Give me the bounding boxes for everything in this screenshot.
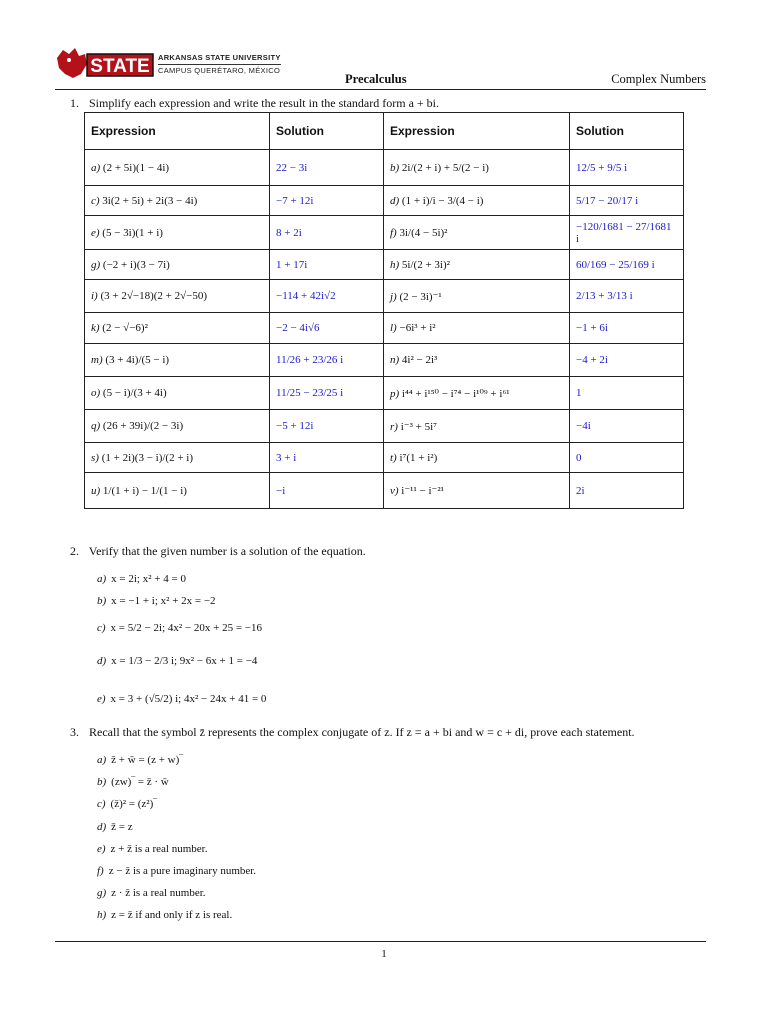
solution-text: 2/13 + 3/13 i: [576, 290, 633, 302]
item-label: q): [91, 420, 101, 432]
item-text: z − z̄ is a pure imaginary number.: [108, 865, 257, 877]
expression-text: (5 − i)/(3 + 4i): [102, 387, 167, 399]
item-text: z̄ + w̄ = (z + w)‾: [111, 754, 183, 766]
item-text: x = 1/3 − 2/3 i; 9x² − 6x + 1 = −4: [111, 655, 258, 667]
item-label: v): [390, 485, 399, 497]
expression-cell: [85, 186, 270, 216]
question-3-text: Recall that the symbol z̄ represents the complex conjugate of z. If z = a + bi and w = c + di, prove each statement.: [89, 725, 635, 739]
item-label: m): [91, 354, 103, 366]
question-3-number: 3.: [70, 725, 79, 739]
list-item: [97, 909, 232, 921]
expression-cell: [384, 410, 570, 443]
expression-cell: [85, 410, 270, 443]
logo-wordmark: STATE: [90, 56, 150, 77]
item-label: f): [97, 865, 104, 877]
item-label: c): [97, 622, 106, 634]
header-rule: [55, 89, 706, 90]
expression-text: (26 + 39i)/(2 − 3i): [102, 420, 184, 432]
expression-cell: [85, 313, 270, 344]
expression-cell: [384, 377, 570, 410]
solution-text: −7 + 12i: [276, 194, 314, 207]
solution-cell: [570, 186, 684, 216]
item-label: g): [91, 258, 101, 271]
solution-text: 12/5 + 9/5 i: [576, 161, 628, 174]
expression-cell: [384, 344, 570, 377]
header-solution-1: Solution: [270, 113, 384, 150]
expression-cell: [85, 377, 270, 410]
item-text: x = 2i; x² + 4 = 0: [111, 573, 186, 585]
solution-cell: [270, 150, 384, 186]
solution-text: 11/26 + 23/26 i: [276, 354, 344, 366]
table-header-row: [85, 113, 684, 150]
solution-cell: [570, 377, 684, 410]
solution-cell: [270, 344, 384, 377]
expression-text: 2i/(2 + i) + 5/(2 − i): [401, 161, 489, 174]
header-expression-1: Expression: [85, 113, 270, 150]
question-1-number: 1.: [70, 96, 79, 110]
expression-text: 1/(1 + i) − 1/(1 − i): [102, 484, 187, 497]
solution-text: 11/25 − 23/25 i: [276, 387, 344, 399]
solution-cell: [270, 473, 384, 509]
question-1: [70, 96, 439, 111]
expression-text: (1 + i)/i − 3/(4 − i): [401, 194, 484, 207]
solution-text: 60/169 − 25/169 i: [576, 258, 655, 271]
item-label: p): [390, 387, 400, 400]
solution-text: 22 − 3i: [276, 161, 308, 174]
university-line-2: CAMPUS QUERÉTARO, MÉXICO: [158, 66, 281, 75]
question-2-text: Verify that the given number is a solution of the equation.: [88, 544, 366, 558]
table-row: [85, 186, 684, 216]
item-label: e): [97, 843, 106, 855]
item-text: (z̄)² = (z²)‾: [110, 798, 157, 810]
table-row: [85, 443, 684, 473]
question-2: [70, 544, 366, 559]
item-text: (zw)‾ = z̄ · w̄: [111, 776, 169, 788]
expression-cell: [85, 250, 270, 280]
expression-text: (−2 + i)(3 − 7i): [102, 258, 170, 271]
expression-text: (2 + 5i)(1 − 4i): [102, 161, 170, 174]
item-label: b): [390, 161, 400, 174]
expression-text: (5 − 3i)(1 + i): [102, 226, 163, 239]
item-text: x = −1 + i; x² + 2x = −2: [111, 595, 216, 607]
solution-cell: [570, 150, 684, 186]
item-label: g): [97, 887, 107, 899]
expression-cell: [85, 443, 270, 473]
list-item: [97, 655, 257, 667]
expression-text: 4i² − 2i³: [401, 354, 438, 366]
item-label: e): [97, 693, 106, 705]
expression-text: 3i(2 + 5i) + 2i(3 − 4i): [102, 194, 198, 207]
item-text: z · z̄ is a real number.: [111, 887, 206, 899]
expression-cell: [384, 186, 570, 216]
item-label: t): [390, 451, 397, 464]
solution-text: 8 + 2i: [276, 226, 302, 239]
solution-text: 1 + 17i: [276, 258, 308, 271]
solution-text: 1: [576, 387, 582, 399]
solution-cell: [270, 410, 384, 443]
solution-text: 5/17 − 20/17 i: [576, 194, 639, 207]
university-line-1: ARKANSAS STATE UNIVERSITY: [158, 53, 281, 62]
expression-cell: [384, 443, 570, 473]
solution-cell: [570, 313, 684, 344]
item-text: z = z̄ if and only if z is real.: [111, 909, 233, 921]
course-title: Precalculus: [345, 72, 407, 86]
solution-text: −114 + 42i√2: [276, 290, 336, 302]
item-label: c): [91, 194, 100, 207]
item-label: n): [390, 354, 400, 366]
item-label: h): [97, 909, 107, 921]
expression-text: 5i/(2 + 3i)²: [401, 258, 450, 271]
solution-text: −4i: [576, 420, 591, 432]
item-label: f): [390, 226, 397, 239]
expression-cell: [384, 280, 570, 313]
topic-title: Complex Numbers: [611, 72, 706, 86]
header-expression-2: Expression: [384, 113, 570, 150]
item-label: a): [97, 573, 107, 585]
item-label: d): [390, 194, 400, 207]
item-label: o): [91, 387, 101, 399]
expression-cell: [85, 216, 270, 250]
solution-cell: [570, 344, 684, 377]
solution-cell: [270, 443, 384, 473]
solution-text: −120/1681 − 27/1681 i: [576, 220, 672, 245]
solution-text: −i: [276, 484, 286, 497]
item-label: b): [97, 776, 107, 788]
item-text: z + z̄ is a real number.: [110, 843, 208, 855]
expression-cell: [384, 250, 570, 280]
solution-text: 2i: [576, 484, 585, 497]
table-row: [85, 313, 684, 344]
table-row: [85, 410, 684, 443]
item-label: r): [390, 420, 398, 433]
item-label: k): [91, 322, 100, 334]
list-item: [97, 622, 262, 634]
expression-text: (2 − 3i)⁻¹: [399, 290, 442, 303]
expression-cell: [384, 473, 570, 509]
item-label: d): [97, 821, 107, 833]
table-row: [85, 250, 684, 280]
solution-text: −2 − 4i√6: [276, 322, 320, 334]
solution-cell: [270, 280, 384, 313]
expression-text: i⁻³ + 5i⁷: [400, 420, 437, 433]
question-1-text: Simplify each expression and write the result in the standard form a + bi.: [89, 96, 440, 110]
university-name: [158, 53, 281, 75]
list-item: [97, 595, 216, 607]
list-item: [97, 843, 207, 855]
solution-cell: [270, 216, 384, 250]
page-number: 1: [381, 948, 387, 960]
expression-text: (2 − √−6)²: [102, 322, 148, 334]
list-item: [97, 887, 206, 899]
table-row: [85, 280, 684, 313]
expression-text: −6i³ + i²: [399, 322, 436, 334]
expression-cell: [384, 313, 570, 344]
header-solution-2: Solution: [570, 113, 684, 150]
expression-cell: [384, 150, 570, 186]
expressions-table: [84, 112, 684, 509]
solution-text: −5 + 12i: [276, 420, 314, 432]
expression-cell: [85, 150, 270, 186]
solution-cell: [570, 473, 684, 509]
solution-text: 0: [576, 451, 582, 464]
list-item: [97, 865, 256, 877]
list-item: [97, 798, 157, 810]
solution-cell: [270, 250, 384, 280]
list-item: [97, 821, 133, 833]
table-row: [85, 377, 684, 410]
solution-text: −4 + 2i: [576, 354, 608, 366]
item-label: d): [97, 655, 107, 667]
expression-text: (1 + 2i)(3 − i)/(2 + i): [101, 451, 194, 464]
item-label: l): [390, 322, 397, 334]
solution-cell: [270, 313, 384, 344]
expression-text: i⁴⁴ + i¹⁵⁰ − i⁷⁴ − i¹⁰⁹ + i⁶¹: [401, 387, 510, 400]
list-item: [97, 754, 183, 766]
item-text: x = 5/2 − 2i; 4x² − 20x + 25 = −16: [110, 622, 262, 634]
item-label: c): [97, 798, 106, 810]
expression-text: i⁷(1 + i²): [399, 451, 438, 464]
item-text: x = 3 + (√5/2) i; 4x² − 24x + 41 = 0: [110, 693, 267, 705]
item-label: i): [91, 290, 98, 302]
expression-text: (3 + 2√−18)(2 + 2√−50): [100, 290, 208, 302]
item-label: s): [91, 451, 99, 464]
solution-text: 3 + i: [276, 451, 297, 464]
expression-cell: [85, 473, 270, 509]
solution-cell: [570, 443, 684, 473]
solution-cell: [270, 377, 384, 410]
arkansas-state-logo: [55, 44, 155, 84]
expression-cell: [85, 344, 270, 377]
expression-text: (3 + 4i)/(5 − i): [105, 354, 170, 366]
solution-cell: [570, 410, 684, 443]
item-label: u): [91, 484, 101, 497]
question-2-number: 2.: [70, 544, 79, 558]
item-label: a): [97, 754, 107, 766]
item-label: a): [91, 161, 101, 174]
table-row: [85, 216, 684, 250]
list-item: [97, 776, 169, 788]
footer-rule: [55, 941, 706, 942]
solution-cell: [570, 280, 684, 313]
solution-cell: [570, 216, 684, 250]
expression-cell: [384, 216, 570, 250]
table-row: [85, 473, 684, 509]
list-item: [97, 573, 186, 585]
item-label: h): [390, 258, 400, 271]
item-text: z̄̄ = z: [111, 821, 133, 833]
item-label: b): [97, 595, 107, 607]
table-row: [85, 150, 684, 186]
expression-text: i⁻¹¹ − i⁻²¹: [401, 485, 444, 497]
item-label: e): [91, 226, 100, 239]
solution-cell: [270, 186, 384, 216]
list-item: [97, 693, 266, 705]
question-3: [70, 725, 635, 740]
solution-cell: [570, 250, 684, 280]
table-row: [85, 344, 684, 377]
expression-cell: [85, 280, 270, 313]
item-label: j): [390, 290, 397, 303]
solution-text: −1 + 6i: [576, 322, 608, 334]
expression-text: 3i/(4 − 5i)²: [399, 226, 448, 239]
